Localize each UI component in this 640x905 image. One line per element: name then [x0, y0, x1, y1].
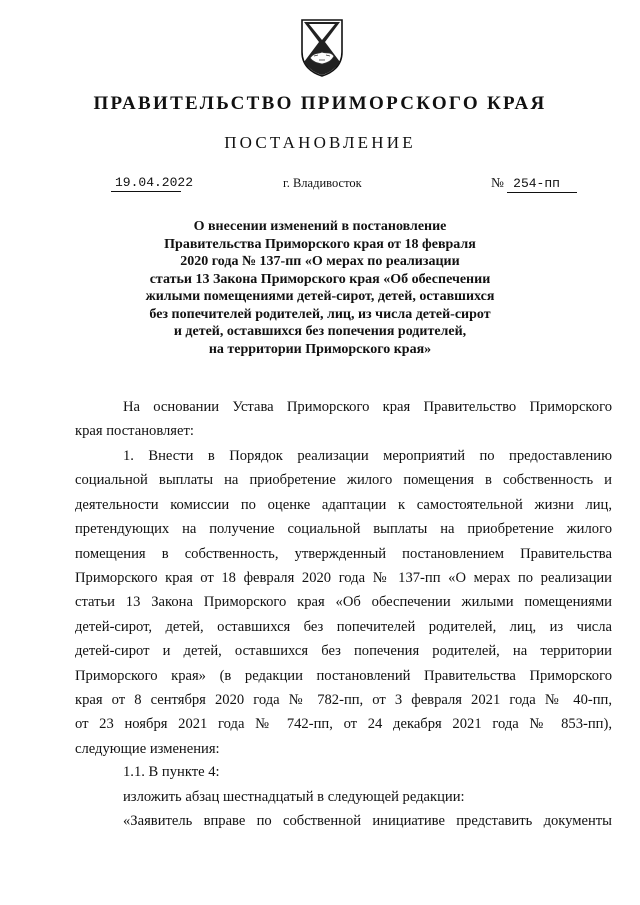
item-1-paragraph [75, 444, 612, 761]
title-line: статьи 13 Закона Приморского края «Об обеспечении [149, 271, 491, 287]
text-line: края от 8 сентября 2020 года № 782-пп, от 3 февраля 2021 года № 40-пп, [75, 691, 612, 708]
government-title: ПРАВИТЕЛЬСТВО ПРИМОРСКОГО КРАЯ [93, 93, 547, 114]
title-line: жилыми помещениями детей-сирот, детей, оставшихся [145, 289, 495, 304]
title-line: 2020 года № 137-пп «О мерах по реализации [180, 254, 460, 269]
document-number [491, 175, 577, 193]
document-date: 19.04.2022 [111, 175, 181, 192]
quote-paragraph [123, 809, 640, 833]
document-city: г. Владивосток [283, 176, 362, 190]
item-1-1-text: изложить абзац шестнадцатый в следующей редакции: [123, 789, 465, 805]
text-line: претендующих на получение социальной выплаты на приобретение жилого [75, 521, 612, 538]
text-line: деятельности комиссии по оценке адаптации к самостоятельной жизни лиц, [75, 496, 612, 513]
intro-paragraph [75, 395, 612, 444]
text-line: детей-сирот, детей, оставшихся без попечителей родителей, лиц, из числа [75, 618, 612, 635]
title-line: О внесении изменений в постановление [193, 219, 447, 234]
title-line: Правительства Приморского края от 18 февраля [164, 236, 476, 252]
title-line: и детей, оставшихся без попечения родителей, [173, 324, 467, 339]
text-line: статьи 13 Закона Приморского края «Об обеспечении жилыми помещениями [75, 594, 612, 611]
text-line: На основании Устава Приморского края Правительство Приморского [123, 399, 612, 415]
number-value: 254-пп [507, 176, 577, 193]
text-line: Приморского края» (в редакции постановлений Правительства Приморского [75, 667, 612, 684]
document-title [110, 218, 530, 358]
text-line: социальной выплаты на приобретение жилого помещения в собственность и [75, 472, 612, 489]
coat-of-arms-icon [299, 18, 345, 78]
text-line: края постановляет: [75, 423, 194, 440]
text-line: помещения в собственность, утвержденный постановлением Правительства [75, 545, 612, 562]
item-1-1: 1.1. В пункте 4: [123, 764, 220, 780]
text-line: детей-сирот и детей, оставшихся без попечения родителей, на территории [75, 643, 612, 660]
text-line: от 23 ноября 2021 года № 742-пп, от 24 декабря 2021 года № 853-пп), [75, 716, 612, 733]
document-type: ПОСТАНОВЛЕНИЕ [224, 133, 416, 152]
text-line: следующие изменения: [75, 740, 220, 757]
text-line: 1. Внести в Порядок реализации мероприятий по предоставлению [123, 448, 612, 464]
title-line: на территории Приморского края» [208, 341, 432, 357]
title-line: без попечителей родителей, лиц, из числа детей-сирот [149, 306, 491, 322]
number-sign: № [491, 175, 504, 190]
text-line: Приморского края от 18 февраля 2020 года № 137-пп «О мерах по реализации [75, 569, 612, 586]
text-line: «Заявитель вправе по собственной инициативе представить документы [123, 813, 612, 829]
